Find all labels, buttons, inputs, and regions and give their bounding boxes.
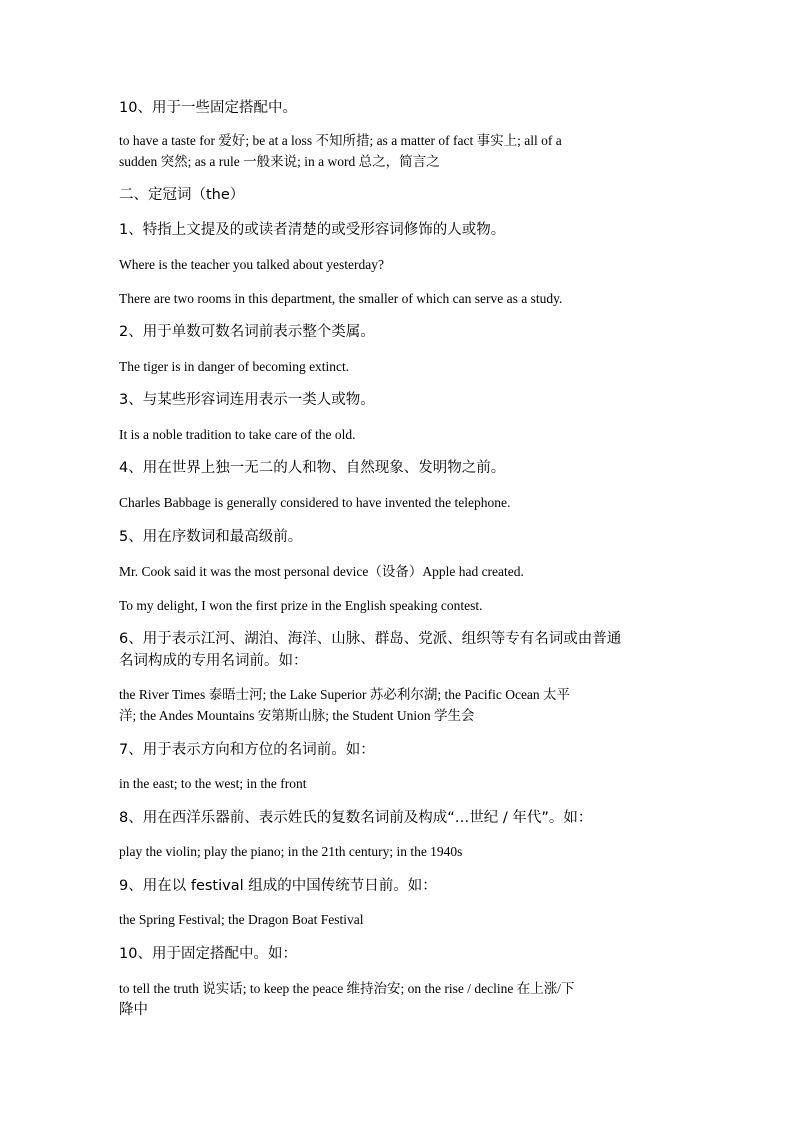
rule-5-example-1: Mr. Cook said it was the most personal device（设备）Apple had created. — [119, 564, 524, 579]
rule-6-heading-line-2: 名词构成的专用名词前。如： — [119, 653, 308, 669]
rule-6-heading-line-1: 6、用于表示江河、湖泊、海洋、山脉、群岛、党派、组织等专有名词或由普通 — [119, 631, 622, 647]
rule-1-heading: 1、特指上文提及的或读者清楚的或受形容词修饰的人或物。 — [119, 222, 506, 238]
rule-6-examples-line-2: 洋; the Andes Mountains 安第斯山脉; the Student Union 学生会 — [119, 708, 475, 723]
rule-5-example-2: To my delight, I won the first prize in the English speaking contest. — [119, 598, 483, 613]
rule-7-examples: in the east; to the west; in the front — [119, 776, 307, 791]
rule-4-heading: 4、用在世界上独一无二的人和物、自然现象、发明物之前。 — [119, 460, 506, 476]
rule-8-heading: 8、用在西洋乐器前、表示姓氏的复数名词前及构成“…世纪 / 年代”。如： — [119, 810, 593, 826]
rule-3-heading: 3、与某些形容词连用表示一类人或物。 — [119, 392, 375, 408]
rule-9-heading: 9、用在以 festival 组成的中国传统节日前。如： — [119, 878, 437, 894]
rule-5-heading: 5、用在序数词和最高级前。 — [119, 529, 303, 545]
rule-9-examples: the Spring Festival; the Dragon Boat Festival — [119, 912, 364, 927]
rule-2-heading: 2、用于单数可数名词前表示整个类属。 — [119, 324, 375, 340]
rule-8-examples: play the violin; play the piano; in the 21th century; in the 1940s — [119, 844, 463, 859]
rule-10-examples-line-2: 降中 — [119, 1002, 148, 1018]
rule-6-examples-line-1: the River Times 泰晤士河; the Lake Superior 苏必利尔湖; the Pacific Ocean 太平 — [119, 687, 571, 702]
item-10-fixed-phrases-heading: 10、用于一些固定搭配中。 — [119, 100, 297, 116]
rule-10-heading: 10、用于固定搭配中。如： — [119, 946, 297, 962]
phrase-examples-line-2: sudden 突然; as a rule 一般来说; in a word 总之，简言之 — [119, 154, 440, 169]
rule-4-example: Charles Babbage is generally considered to have invented the telephone. — [119, 495, 511, 510]
phrase-examples-line-1: to have a taste for 爱好; be at a loss 不知所措; as a matter of fact 事实上; all of a — [119, 133, 562, 148]
rule-7-heading: 7、用于表示方向和方位的名词前。如： — [119, 742, 375, 758]
rule-3-example: It is a noble tradition to take care of the old. — [119, 427, 356, 442]
section-heading-definite-article: 二、定冠词（the） — [119, 187, 245, 203]
rule-10-examples-line-1: to tell the truth 说实话; to keep the peace 维持治安; on the rise / decline 在上涨/下 — [119, 981, 575, 996]
rule-1-example-2: There are two rooms in this department, the smaller of which can serve as a study. — [119, 291, 563, 306]
rule-2-example: The tiger is in danger of becoming extinct. — [119, 359, 350, 374]
rule-1-example-1: Where is the teacher you talked about yesterday? — [119, 257, 385, 272]
